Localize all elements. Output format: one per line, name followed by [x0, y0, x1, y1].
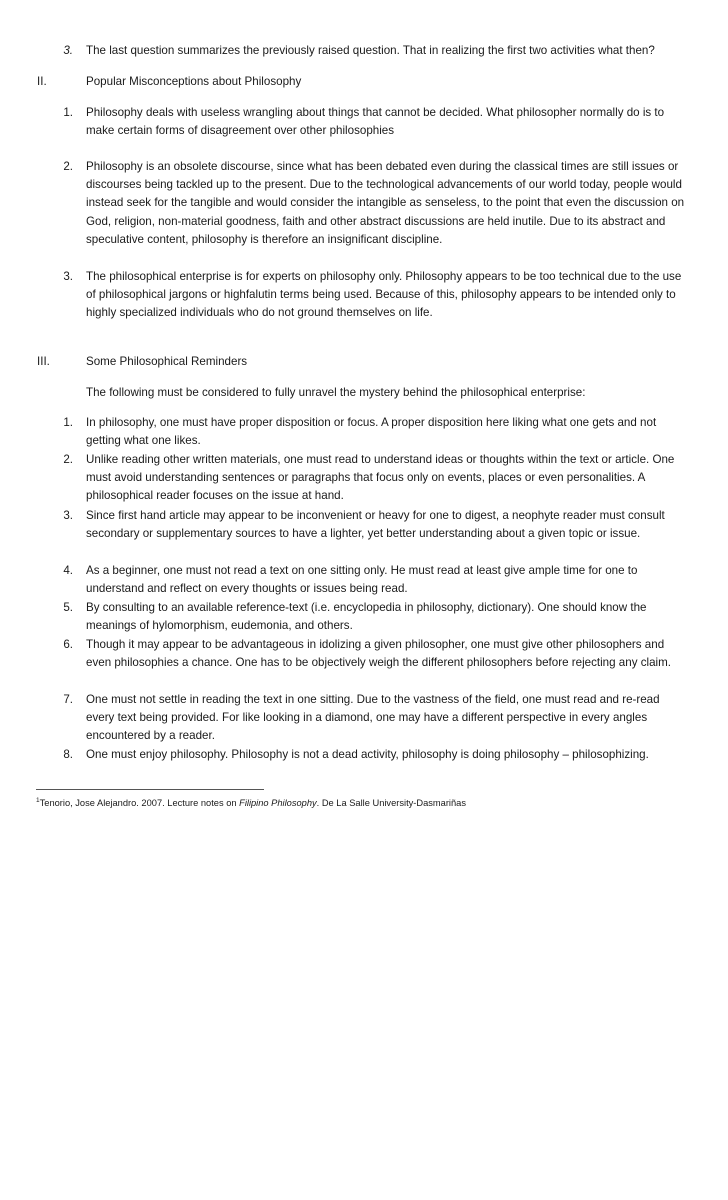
section-title: Popular Misconceptions about Philosophy — [86, 75, 302, 88]
list-number: 7. — [63, 693, 73, 706]
list-text: One must enjoy philosophy. Philosophy is not a dead activity, philosophy is doing philosophy – philosophizing. — [86, 748, 649, 761]
list-number: 2. — [63, 160, 73, 173]
list-number: 6. — [63, 638, 73, 651]
list-text: In philosophy, one must have proper disposition or focus. A proper disposition here liking what one gets and not getting what one likes. — [86, 416, 657, 448]
list-number: 2. — [63, 453, 73, 466]
list-text: One must not settle in reading the text in one sitting. Due to the vastness of the field, one must read and re-read every text being provided. For like looking in a diamond, one may have a different perspective in every angles encountered by a reader. — [86, 693, 660, 743]
footnote-title: Filipino Philosophy — [239, 798, 317, 808]
footnote-suffix: . De La Salle University-Dasmariñas — [316, 798, 466, 808]
list-number: 3. — [63, 270, 73, 283]
list-number: 4. — [63, 564, 73, 577]
list-text: The philosophical enterprise is for experts on philosophy only. Philosophy appears to be too technical due to the use of philosophical jargons or highfalutin terms being used. Because of this, philosophy appears to be intended only to highly specialized individuals who do not ground themselves on life. — [86, 270, 682, 320]
list-number: 3. — [63, 44, 73, 57]
list-number: 1. — [63, 416, 73, 429]
list-text: The last question summarizes the previously raised question. That in realizing the first two activities what then? — [86, 44, 655, 57]
list-text: Since first hand article may appear to be inconvenient or heavy for one to digest, a neophyte reader must consult secondary or supplementary sources to have a lighter, yet better understanding about a given topic or issue. — [86, 509, 665, 541]
section-numeral: II. — [37, 75, 47, 88]
list-text: By consulting to an available reference-text (i.e. encyclopedia in philosophy, dictionary). One should know the meanings of hylomorphism, eudemonia, and others. — [86, 601, 647, 633]
footnote-marker: 1 — [36, 797, 40, 804]
list-text: Unlike reading other written materials, one must read to understand ideas or thoughts within the text or article. One must avoid understanding sentences or paragraphs that focus only on events, places or even personalities. A philosophical reader focuses on the issue at hand. — [86, 453, 675, 503]
list-number: 1. — [63, 106, 73, 119]
footnote-prefix: Tenorio, Jose Alejandro. 2007. Lecture notes on — [39, 798, 240, 808]
intro-text: The following must be considered to fully unravel the mystery behind the philosophical enterprise: — [86, 386, 586, 399]
list-text: As a beginner, one must not read a text on one sitting only. He must read at least give ample time for one to understand and reflect on every thoughts or issues being read. — [86, 564, 638, 596]
list-number: 5. — [63, 601, 73, 614]
list-text: Though it may appear to be advantageous in idolizing a given philosopher, one must give other philosophers and even philosophies a chance. One has to be objectively weigh the different philosophers before rejecting any claim. — [86, 638, 671, 670]
section-numeral: III. — [37, 355, 50, 368]
list-number: 3. — [63, 509, 73, 522]
list-text: Philosophy is an obsolete discourse, since what has been debated even during the classical times are still issues or discourses being tackled up to the present. Due to the technological advancements of our world today, people would instead seek for the tangible and would consider the intangible as senseless, to the point that even the discussion on God, religion, non-material goodness, faith and other abstract discussions are held inutile. Due to its abstract and speculative content, philosophy is therefore an insignificant discipline. — [86, 160, 685, 246]
list-text: Philosophy deals with useless wrangling about things that cannot be decided. What philosopher normally do is to make certain forms of disagreement over other philosophies — [86, 106, 665, 138]
footnote-rule — [36, 789, 264, 790]
footnote — [36, 796, 716, 810]
list-number: 8. — [63, 748, 73, 761]
section-title: Some Philosophical Reminders — [86, 355, 248, 368]
